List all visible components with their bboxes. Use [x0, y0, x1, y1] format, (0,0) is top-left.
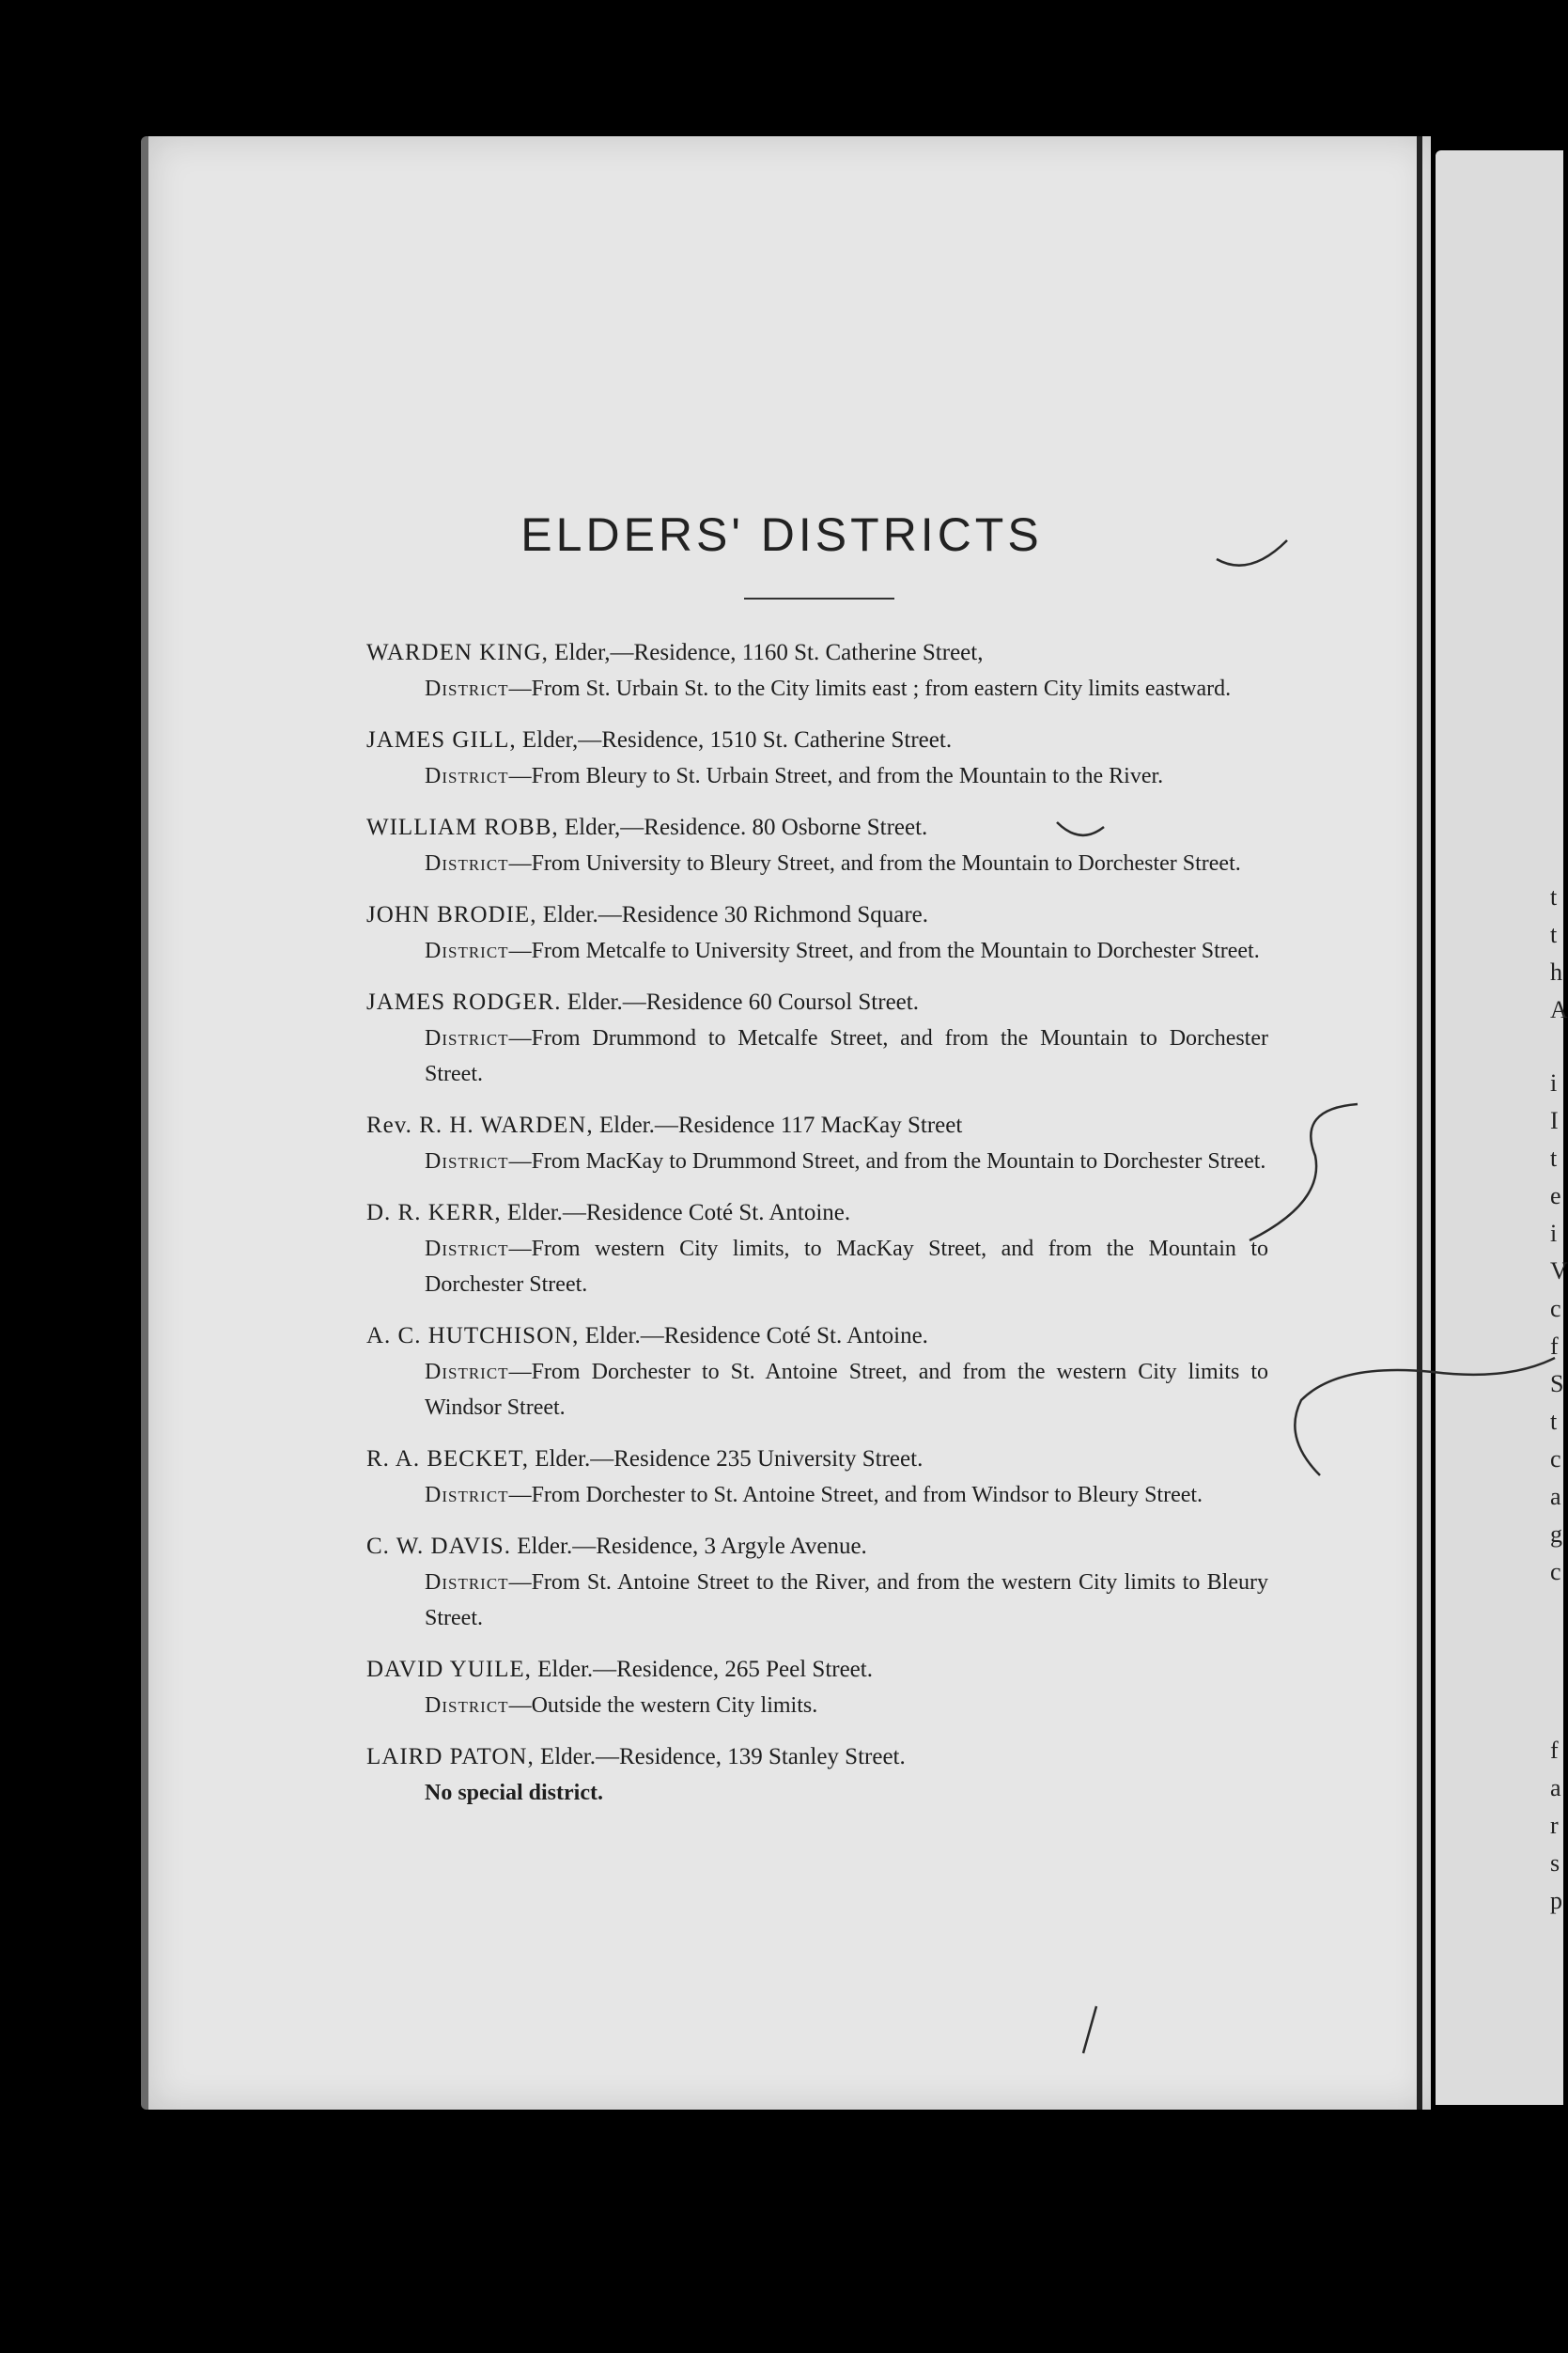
district-label: District [425, 939, 509, 963]
elder-name: JOHN BRODIE, [366, 902, 537, 927]
title-underline [744, 598, 894, 600]
elders-list [366, 635, 1268, 1827]
facing-letter: h [1550, 958, 1562, 986]
elder-name: JAMES GILL, [366, 727, 517, 753]
elder-entry [366, 985, 1268, 1092]
facing-letter: i [1550, 1220, 1558, 1247]
elder-residence: Elder,—Residence, 1160 St. Catherine Street, [548, 640, 984, 665]
facing-letter: i [1550, 1069, 1558, 1097]
elder-residence: Elder.—Residence 117 MacKay Street [593, 1113, 963, 1138]
elder-entry [366, 1195, 1268, 1302]
district-label: District [425, 851, 509, 876]
facing-page-edge [1436, 150, 1568, 2105]
district-text: —From Dorchester to St. Antoine Street, and from the western City limits to Windsor Street. [425, 1360, 1268, 1420]
stray-pen-mark [1282, 1344, 1564, 1494]
elder-entry [366, 1739, 1268, 1811]
district-text: —From MacKay to Drummond Street, and from the Mountain to Dorchester Street. [508, 1149, 1266, 1174]
district-text: —From Dorchester to St. Antoine Street, and from Windsor to Bleury Street. [508, 1483, 1203, 1507]
facing-letter: t [1550, 1408, 1558, 1435]
facing-letter: t [1550, 921, 1558, 948]
facing-letter: s [1550, 1849, 1560, 1877]
district-text: —From Metcalfe to University Street, and from the Mountain to Dorchester Street. [508, 939, 1260, 963]
facing-letter: e [1550, 1182, 1561, 1209]
district-label: District [425, 1570, 509, 1595]
elder-residence: Elder.—Residence, 3 Argyle Avenue. [510, 1534, 867, 1559]
elder-entry [366, 1652, 1268, 1723]
elder-name: LAIRD PATON, [366, 1744, 535, 1769]
facing-letter: f [1550, 1737, 1559, 1764]
elder-residence: Elder.—Residence 30 Richmond Square. [536, 902, 929, 927]
district-text: —From western City limits, to MacKay Street, and from the Mountain to Dorchester Street. [425, 1237, 1268, 1297]
elder-name: DAVID YUILE, [366, 1657, 532, 1682]
facing-letter: a [1550, 1774, 1561, 1801]
elder-entry [366, 810, 1268, 881]
elder-entry [366, 723, 1268, 794]
elder-entry [366, 1108, 1268, 1179]
district-text: —From St. Antoine Street to the River, and from the western City limits to Bleury Street. [425, 1570, 1268, 1630]
district-text: —From Drummond to Metcalfe Street, and from the Mountain to Dorchester Street. [425, 1026, 1268, 1086]
stray-pen-mark [1076, 2002, 1104, 2058]
district-text: —From St. Urbain St. to the City limits east ; from eastern City limits eastward. [508, 677, 1232, 701]
elder-name: R. A. BECKET, [366, 1446, 529, 1472]
page-gutter [1417, 136, 1422, 2110]
facing-letter: a [1550, 1483, 1561, 1510]
elder-name: WILLIAM ROBB, [366, 815, 559, 840]
facing-letter: A [1550, 996, 1568, 1023]
stray-pen-mark [1240, 1099, 1362, 1259]
facing-letter: t [1550, 883, 1558, 911]
facing-letter: c [1550, 1558, 1561, 1585]
facing-letter: p [1550, 1887, 1562, 1914]
elder-name: A. C. HUTCHISON, [366, 1323, 580, 1348]
facing-letter: c [1550, 1295, 1561, 1322]
district-text: —Outside the western City limits. [508, 1693, 818, 1718]
elder-residence: Elder.—Residence 60 Coursol Street. [561, 990, 919, 1015]
elder-entry [366, 897, 1268, 969]
facing-letter: I [1550, 1107, 1559, 1134]
district-text: —From University to Bleury Street, and from the Mountain to Dorchester Street. [508, 851, 1241, 876]
district-label: District [425, 1483, 509, 1507]
district-label: District [425, 1149, 509, 1174]
elder-name: JAMES RODGER. [366, 990, 562, 1015]
elder-residence: Elder.—Residence 235 University Street. [528, 1446, 924, 1472]
district-label: District [425, 764, 509, 788]
district-label: District [425, 1237, 509, 1261]
elder-residence: Elder,—Residence, 1510 St. Catherine Street. [516, 727, 953, 753]
facing-letter: V [1550, 1257, 1568, 1285]
elder-entry [366, 1529, 1268, 1636]
district-text: —From Bleury to St. Urbain Street, and from the Mountain to the River. [508, 764, 1164, 788]
elder-residence: Elder.—Residence, 265 Peel Street. [531, 1657, 873, 1682]
elder-name: C. W. DAVIS. [366, 1534, 511, 1559]
elder-residence: Elder.—Residence Coté St. Antoine. [579, 1323, 928, 1348]
elder-residence: Elder.—Residence, 139 Stanley Street. [534, 1744, 906, 1769]
facing-letter: r [1550, 1812, 1559, 1839]
stray-pen-mark [1052, 818, 1109, 846]
elder-residence: Elder.—Residence Coté St. Antoine. [501, 1200, 851, 1225]
elder-residence: Elder,—Residence. 80 Osborne Street. [558, 815, 928, 840]
facing-letter: g [1550, 1520, 1562, 1548]
elder-entry [366, 635, 1268, 707]
facing-letter: f [1550, 1332, 1559, 1360]
stray-pen-mark [1212, 536, 1296, 583]
district-label: District [425, 1693, 509, 1718]
page-title: ELDERS' DISTRICTS [520, 508, 1043, 561]
elder-entry [366, 1441, 1268, 1513]
facing-letter: S [1550, 1370, 1564, 1397]
elder-entry [366, 1318, 1268, 1426]
elder-name: Rev. R. H. WARDEN, [366, 1113, 594, 1138]
elder-name: WARDEN KING, [366, 640, 549, 665]
elder-name: D. R. KERR, [366, 1200, 502, 1225]
district-text: No special district. [425, 1781, 603, 1805]
district-label: District [425, 1360, 509, 1384]
facing-letter: c [1550, 1445, 1561, 1473]
district-label: District [425, 1026, 509, 1051]
district-label: District [425, 677, 509, 701]
facing-letter: t [1550, 1145, 1558, 1172]
